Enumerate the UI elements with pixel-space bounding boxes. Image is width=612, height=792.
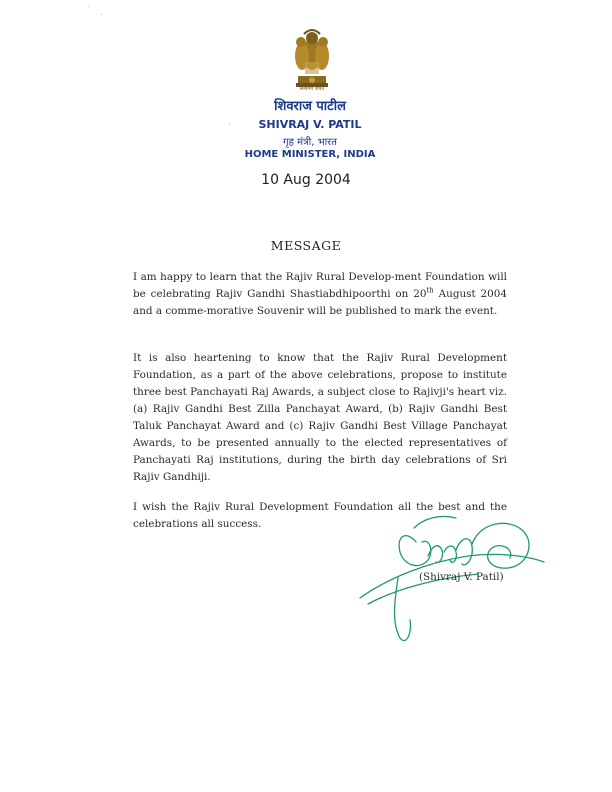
- national-emblem-icon: [290, 22, 334, 94]
- p1-superscript: th: [426, 286, 434, 295]
- scan-speck: [101, 14, 102, 15]
- body-paragraph-2: It is also heartening to know that the Rajiv Rural Development Foundation, as a part of the above celebrations, propose to institute three best Panchayati Raj Awards, a subject close to Rajivji's heart viz. (a) Rajiv Gandhi Best Zilla Panchayat Award, (b) Rajiv Gandhi Best Taluk Panchayat Award and (c) Rajiv Gandhi Best Village Panchayat Awards, to be presented annually to the elected representatives of Panchayati Raj institutions, during the birth day celebrations of Sri Rajiv Gandhiji.: [133, 352, 507, 483]
- sender-title-hindi: गृह मंत्री, भारत: [283, 137, 337, 148]
- scan-speck: [229, 123, 230, 124]
- emblem-motto: सत्यमेव जयते: [299, 86, 325, 92]
- scan-speck: [88, 6, 89, 7]
- sender-name-hindi: शिवराज पाटील: [274, 99, 346, 114]
- sender-name-english: SHIVRAJ V. PATIL: [258, 118, 362, 131]
- body-paragraph-1: [133, 269, 507, 320]
- p1-text-start: I am happy to learn that the Rajiv Rural Develop-ment Foundation will be celebrating Rajiv Gandhi Shastiabdhipoorthi on 20: [133, 271, 507, 300]
- body-paragraph-3: I wish the Rajiv Rural Development Foundation all the best and the celebrations all success.: [133, 501, 507, 530]
- message-heading: MESSAGE: [270, 238, 342, 253]
- letter-date: 10 Aug 2004: [261, 172, 351, 188]
- signatory-name: (Shivraj V. Patil): [419, 571, 504, 583]
- p1-text-end: August 2004 and a comme-morative Souvenir will be published to mark the event.: [133, 288, 507, 317]
- sender-title-english: HOME MINISTER, INDIA: [244, 149, 376, 160]
